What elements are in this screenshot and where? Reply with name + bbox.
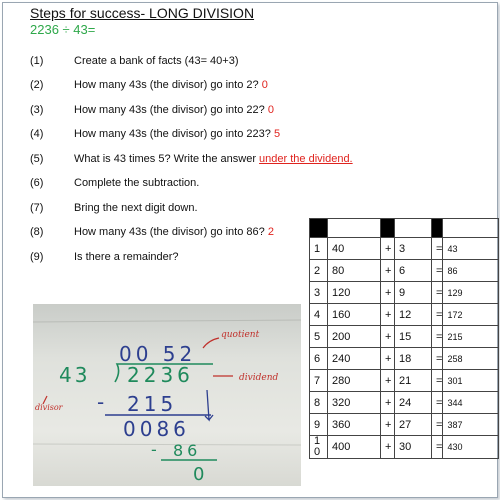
step-question: How many 43s (the divisor) go into 2?	[74, 79, 262, 91]
step-number: (9)	[30, 251, 44, 263]
facts-cell-tens: 280	[328, 370, 381, 392]
facts-cell-eq: =	[432, 304, 443, 326]
facts-cell-tens: 40	[328, 238, 381, 260]
facts-cell-eq: =	[432, 326, 443, 348]
final-remainder: 0	[193, 464, 205, 485]
quotient-digits: 00 52	[119, 342, 197, 366]
facts-cell-total: 215	[443, 326, 499, 348]
facts-row	[310, 260, 499, 282]
facts-cell-n: 7	[310, 370, 328, 392]
facts-row	[310, 238, 499, 260]
subtract-2-digits: 86	[173, 441, 202, 460]
facts-cell-n: 9	[310, 414, 328, 436]
step-text	[74, 103, 274, 117]
facts-cell-plus: +	[381, 414, 395, 436]
board-line	[33, 320, 301, 322]
whiteboard-drawing	[33, 304, 301, 486]
step-answer: under the dividend.	[259, 153, 353, 165]
step-question: How many 43s (the divisor) go into 22?	[74, 104, 268, 116]
step-number: (7)	[30, 202, 44, 214]
facts-row	[310, 326, 499, 348]
problem-expression: 2236 ÷ 43=	[30, 22, 96, 37]
facts-cell-n: 1	[310, 238, 328, 260]
facts-row	[310, 414, 499, 436]
facts-cell-ones: 24	[395, 392, 432, 414]
step-text	[74, 54, 239, 68]
facts-cell-ones: 3	[395, 238, 432, 260]
facts-cell-plus: +	[381, 392, 395, 414]
facts-cell-total: 258	[443, 348, 499, 370]
step-question: Complete the subtraction.	[74, 177, 200, 189]
facts-cell-eq: =	[432, 436, 443, 459]
facts-cell-n: 3	[310, 282, 328, 304]
step-number: (6)	[30, 177, 44, 189]
facts-cell-plus: +	[381, 304, 395, 326]
quotient-label: quotient	[221, 330, 260, 340]
facts-cell-tens: 200	[328, 326, 381, 348]
divisor-digits: 43	[59, 363, 91, 387]
step-text	[74, 201, 198, 215]
whiteboard-photo	[33, 304, 301, 486]
facts-cell-eq: =	[432, 282, 443, 304]
facts-cell-eq: =	[432, 238, 443, 260]
facts-cell-tens: 360	[328, 414, 381, 436]
step-question: Create a bank of facts (43= 40+3)	[74, 55, 239, 67]
header-cell	[381, 219, 395, 238]
divisor-label: divisor	[35, 403, 63, 412]
facts-bank-table	[309, 218, 499, 459]
facts-cell-plus: +	[381, 326, 395, 348]
step-question: How many 43s (the divisor) go into 86?	[74, 226, 268, 238]
header-cell	[310, 219, 328, 238]
step-number: (2)	[30, 79, 44, 91]
facts-cell-n	[310, 436, 328, 459]
facts-cell-n: 4	[310, 304, 328, 326]
header-cell	[328, 219, 381, 238]
facts-cell-plus: +	[381, 260, 395, 282]
facts-cell-total: 43	[443, 238, 499, 260]
step-number: (1)	[30, 55, 44, 67]
facts-cell-ones: 6	[395, 260, 432, 282]
facts-cell-ones: 18	[395, 348, 432, 370]
minus-sign-1: -	[97, 390, 105, 414]
facts-row	[310, 436, 499, 459]
header-cell	[443, 219, 499, 238]
facts-cell-n: 2	[310, 260, 328, 282]
facts-cell-tens: 120	[328, 282, 381, 304]
step-number: (3)	[30, 104, 44, 116]
facts-row	[310, 304, 499, 326]
worksheet-title: Steps for success- LONG DIVISION	[30, 5, 255, 21]
step-answer: 2	[267, 226, 274, 238]
facts-cell-plus: +	[381, 282, 395, 304]
facts-cell-total: 344	[443, 392, 499, 414]
facts-cell-n-tens: 1	[314, 435, 321, 447]
step-text	[74, 127, 280, 141]
step-number: (5)	[30, 153, 44, 165]
step-text	[74, 250, 179, 264]
facts-cell-plus: +	[381, 436, 395, 459]
facts-cell-eq: =	[432, 260, 443, 282]
facts-cell-total: 387	[443, 414, 499, 436]
facts-header-row	[310, 219, 499, 238]
facts-cell-ones: 9	[395, 282, 432, 304]
step-question: What is 43 times 5? Write the answer	[74, 153, 260, 165]
facts-cell-tens: 80	[328, 260, 381, 282]
step-question: Bring the next digit down.	[74, 202, 198, 214]
facts-cell-tens: 160	[328, 304, 381, 326]
subtract-1-digits: 215	[127, 392, 178, 416]
facts-cell-eq: =	[432, 370, 443, 392]
dividend-label: dividend	[239, 373, 279, 383]
step-question: How many 43s (the divisor) go into 223?	[74, 128, 274, 140]
step-number: (4)	[30, 128, 44, 140]
step-text	[74, 78, 268, 92]
facts-cell-ones: 30	[395, 436, 432, 459]
minus-sign-2: -	[151, 440, 157, 459]
facts-cell-ones: 15	[395, 326, 432, 348]
facts-cell-total: 430	[443, 436, 499, 459]
facts-cell-n: 8	[310, 392, 328, 414]
facts-cell-total: 86	[443, 260, 499, 282]
facts-row	[310, 392, 499, 414]
facts-cell-ones: 27	[395, 414, 432, 436]
facts-cell-eq: =	[432, 348, 443, 370]
facts-cell-ones: 12	[395, 304, 432, 326]
step-text	[74, 152, 353, 166]
remainder-digits: 0086	[123, 417, 190, 441]
header-cell	[395, 219, 432, 238]
facts-cell-eq: =	[432, 392, 443, 414]
dividend-digits: 2236	[127, 363, 194, 387]
facts-cell-plus: +	[381, 348, 395, 370]
facts-cell-total: 301	[443, 370, 499, 392]
facts-cell-plus: +	[381, 238, 395, 260]
facts-cell-n: 5	[310, 326, 328, 348]
facts-cell-ones: 21	[395, 370, 432, 392]
facts-cell-n-ones: 0	[314, 446, 321, 458]
facts-cell-eq: =	[432, 414, 443, 436]
facts-row	[310, 370, 499, 392]
step-answer: 0	[261, 79, 268, 91]
board-line	[33, 444, 301, 445]
step-number: (8)	[30, 226, 44, 238]
facts-cell-total: 172	[443, 304, 499, 326]
facts-cell-tens: 400	[328, 436, 381, 459]
step-text	[74, 176, 199, 190]
facts-cell-tens: 240	[328, 348, 381, 370]
step-question: Is there a remainder?	[74, 251, 179, 263]
facts-row	[310, 348, 499, 370]
facts-cell-total: 129	[443, 282, 499, 304]
step-answer: 0	[267, 104, 274, 116]
facts-cell-plus: +	[381, 370, 395, 392]
step-text	[74, 225, 274, 239]
facts-row	[310, 282, 499, 304]
facts-cell-n: 6	[310, 348, 328, 370]
step-answer: 5	[273, 128, 281, 140]
facts-cell-tens: 320	[328, 392, 381, 414]
header-cell	[432, 219, 443, 238]
quotient-arrow	[203, 338, 219, 348]
